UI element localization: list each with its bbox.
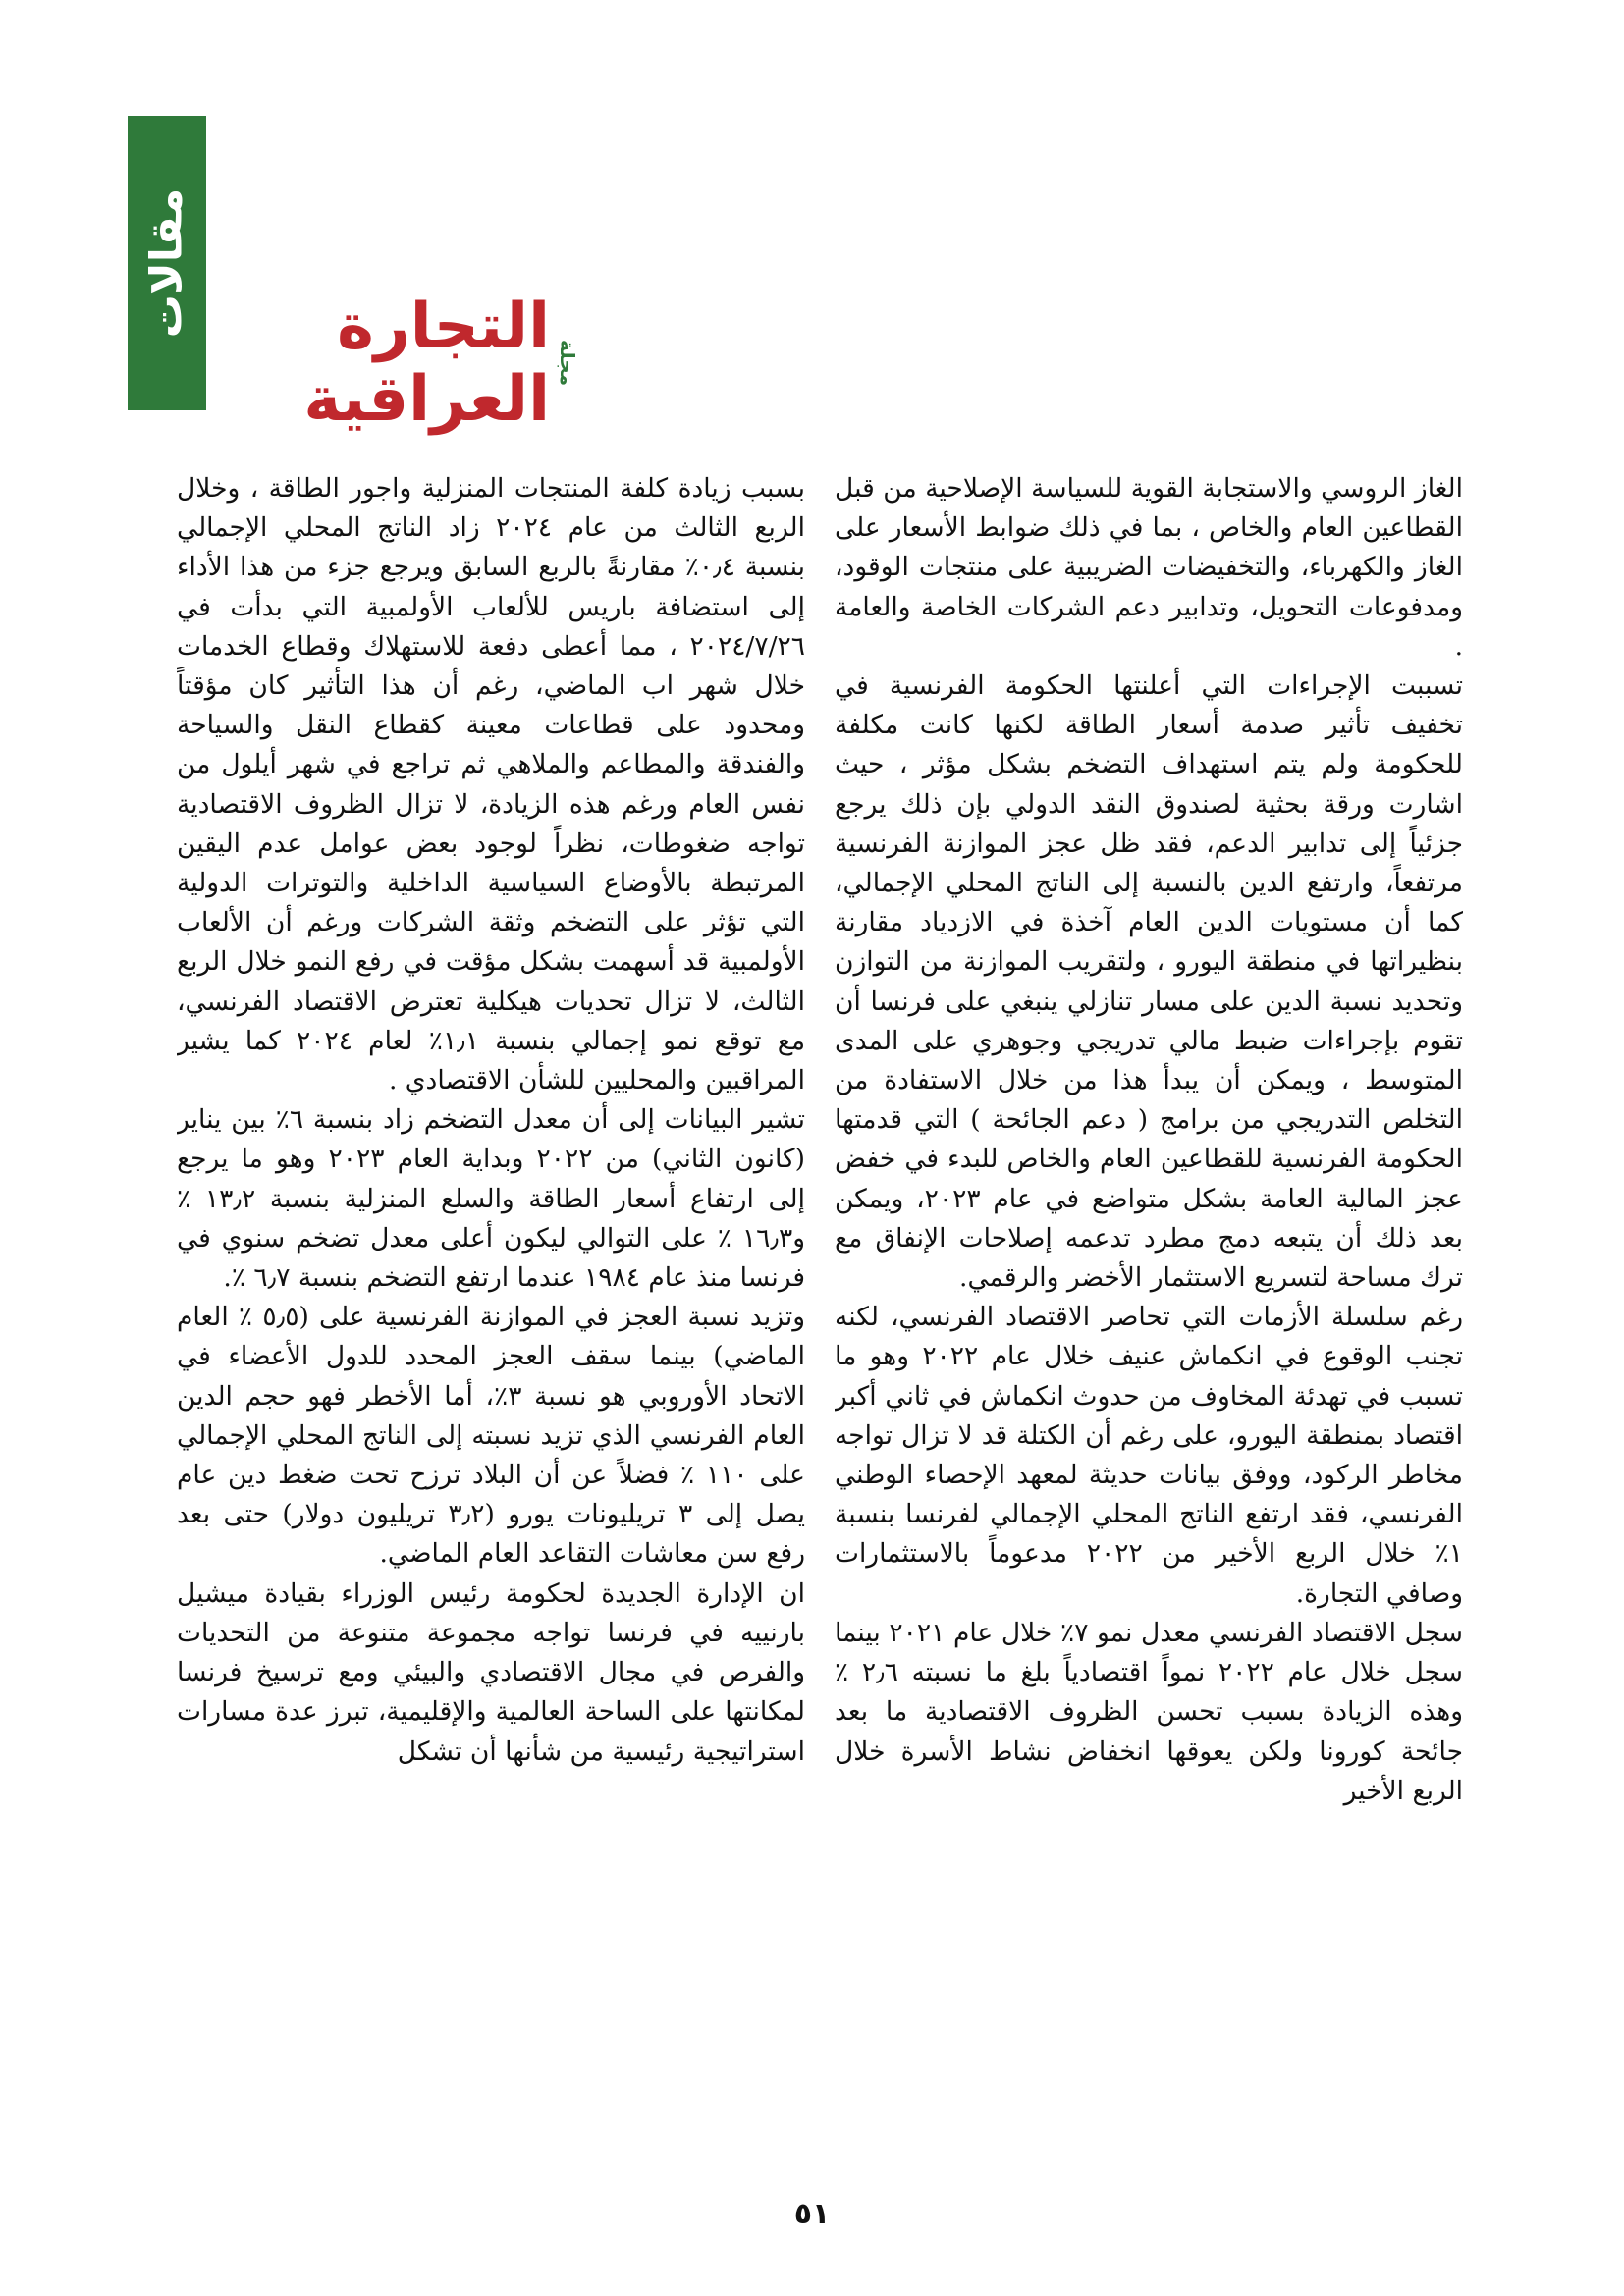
paragraph: رغم سلسلة الأزمات التي تحاصر الاقتصاد الفرنسي، لكنه تجنب الوقوع في انكماش عنيف خلال عام ٢٠٢٢ وهو ما تسبب في تهدئة المخاوف من حدوث انكماش في ثاني أكبر اقتصاد بمنطقة اليورو، على رغم أن الكتلة قد لا تزال تواجه مخاطر الركود، ووفق بيانات حديثة لمعهد الإحصاء الوطني الفرنسي، فقد ارتفع الناتج المحلي الإجمالي لفرنسا بنسبة ١٪ خلال الربع الأخير من ٢٠٢٢ مدعوماً بالاستثمارات وصافي التجارة.	[835, 1302, 1463, 1609]
magazine-name: التجارة العراقية	[303, 291, 550, 436]
paragraph: سجل الاقتصاد الفرنسي معدل نمو ٧٪ خلال عام ٢٠٢١ بينما سجل خلال عام ٢٠٢٢ نمواً اقتصادياً بلغ ما نسبته ٢٫٦ ٪ وهذه الزيادة بسبب تحسن الظروف الاقتصادية ما بعد جائحة كورونا ولكن يعوقها انخفاض نشاط الأسرة خلال الربع الأخير	[835, 1617, 1463, 1806]
paragraph: بسبب زيادة كلفة المنتجات المنزلية واجور الطاقة ، وخلال الربع الثالث من عام ٢٠٢٤ زاد الناتج المحلي الإجمالي بنسبة ٠٫٤٪ مقارنةً بالربع السابق ويرجع جزء من هذا الأداء إلى استضافة باريس للألعاب الأولمبية التي بدأت في ٢٠٢٤/٧/٢٦ ، مما أعطى دفعة للاستهلاك وقطاع الخدمات خلال شهر اب الماضي، رغم أن هذا التأثير كان مؤقتاً ومحدود على قطاعات معينة كقطاع النقل والسياحة والفندقة والمطاعم والملاهي ثم تراجع في شهر أيلول من نفس العام ورغم هذه الزيادة، لا تزال الظروف الاقتصادية تواجه ضغوطات، نظراً لوجود بعض عوامل عدم اليقين المرتبطة بالأوضاع السياسية الداخلية والتوترات الدولية التي تؤثر على التضخم وثقة الشركات ورغم أن الألعاب الأولمبية قد أسهمت بشكل مؤقت في رفع النمو خلال الربع الثالث، لا تزال تحديات هيكلية تعترض الاقتصاد الفرنسي، مع توقع نمو إجمالي بنسبة ١٫١٪ لعام ٢٠٢٤ كما يشير المراقبين والمحليين للشأن الاقتصادي .	[177, 473, 805, 1096]
article-column-left	[177, 469, 805, 2177]
section-label: مقالات	[141, 187, 192, 339]
paragraph: تسببت الإجراءات التي أعلنتها الحكومة الفرنسية في تخفيف تأثير صدمة أسعار الطاقة لكنها كانت مكلفة للحكومة ولم يتم استهداف التضخم بشكل مؤثر ، حيث اشارت ورقة بحثية لصندوق النقد الدولي بإن ذلك يرجع جزئياً إلى تدابير الدعم، فقد ظل عجز الموازنة الفرنسية مرتفعاً، وارتفع الدين بالنسبة إلى الناتج المحلي الإجمالي، كما أن مستويات الدين العام آخذة في الازدياد مقارنة بنظيراتها في منطقة اليورو ، ولتقريب الموازنة من التوازن وتحديد نسبة الدين على مسار تنازلي ينبغي على فرنسا أن تقوم بإجراءات ضبط مالي تدريجي وجوهري على المدى المتوسط ، ويمكن أن يبدأ هذا من خلال الاستفادة من التخلص التدريجي من برامج ( دعم الجائحة ) التي قدمتها الحكومة الفرنسية للقطاعين العام والخاص للبدء في خفض عجز المالية العامة بشكل متواضع في عام ٢٠٢٣، ويمكن بعد ذلك أن يتبعه دمج مطرد تدعمه إصلاحات الإنفاق مع ترك مساحة لتسريع الاستثمار الأخضر والرقمي.	[835, 670, 1463, 1294]
magazine-logo	[206, 291, 579, 436]
paragraph: ان الإدارة الجديدة لحكومة رئيس الوزراء بقيادة ميشيل بارنييه في فرنسا تواجه مجموعة متنوعة من التحديات والفرص في مجال الاقتصادي والبيئي ومع ترسيخ فرنسا لمكانتها على الساحة العالمية والإقليمية، تبرز عدة مسارات استراتيجية رئيسية من شأنها أن تشكل	[177, 1577, 805, 1767]
paragraph: الغاز الروسي والاستجابة القوية للسياسة الإصلاحية من قبل القطاعين العام والخاص ، بما في ذلك ضوابط الأسعار على الغاز والكهرباء، والتخفيضات الضريبية على منتجات الوقود، ومدفوعات التحويل، وتدابير دعم الشركات الخاصة والعامة .	[835, 473, 1463, 662]
article-column-right	[835, 469, 1463, 2177]
paragraph: تشير البيانات إلى أن معدل التضخم زاد بنسبة ٦٪ بين يناير (كانون الثاني) من ٢٠٢٢ وبداية العام ٢٠٢٣ وهو ما يرجع إلى ارتفاع أسعار الطاقة والسلع المنزلية بنسبة ١٣٫٢ ٪ و١٦٫٣ ٪ على التوالي ليكون أعلى معدل تضخم سنوي في فرنسا منذ عام ١٩٨٤ عندما ارتفع التضخم بنسبة ٦٫٧ ٪.	[177, 1104, 805, 1294]
paragraph: وتزيد نسبة العجز في الموازنة الفرنسية على (٥٫٥ ٪ العام الماضي) بينما سقف العجز المحدد للدول الأعضاء في الاتحاد الأوروبي هو نسبة ٣٪، أما الأخطر فهو حجم الدين العام الفرنسي الذي تزيد نسبته إلى الناتج المحلي الإجمالي على ١١٠ ٪ فضلاً عن أن البلاد ترزح تحت ضغط دين عام يصل إلى ٣ تريليونات يورو (٣٫٢ تريليون دولار) حتى بعد رفع سن معاشات التقاعد العام الماضي.	[177, 1302, 805, 1570]
page-number: ٥١	[793, 2197, 831, 2231]
magazine-prefix: مجلة	[556, 340, 579, 387]
section-band	[128, 116, 206, 410]
